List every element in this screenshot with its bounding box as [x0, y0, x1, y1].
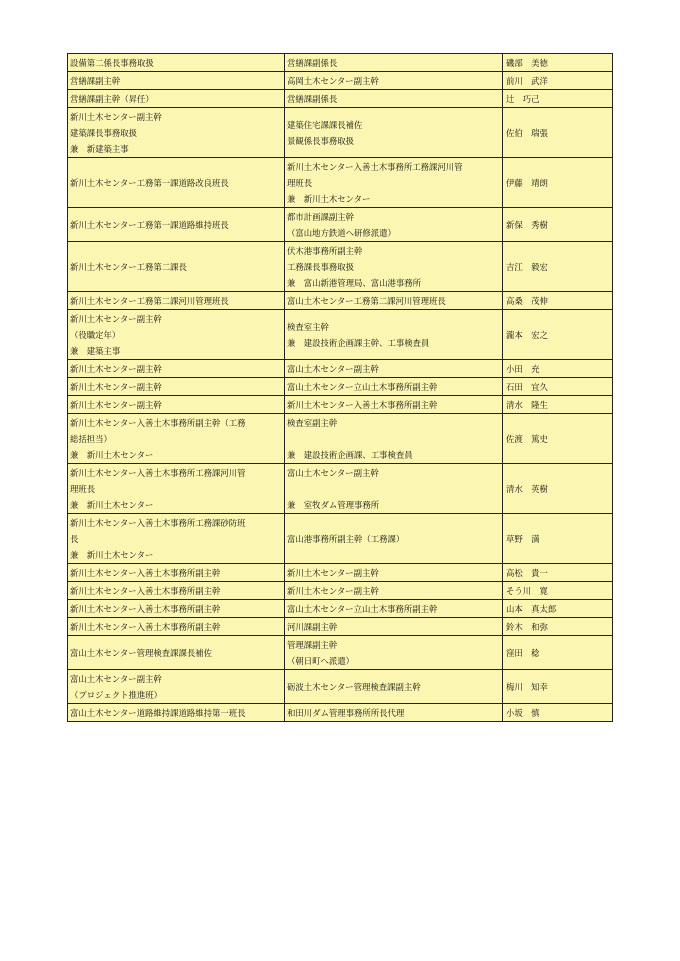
cell-line: 富山土木センター管理検査課課長補佐	[70, 648, 213, 658]
new-position-cell	[68, 72, 285, 90]
table-row	[68, 414, 613, 464]
name-cell: 辻 巧己	[503, 90, 613, 108]
cell-line: 兼 富山新港管理局、富山港事務所	[287, 278, 421, 288]
new-position-cell	[68, 90, 285, 108]
cell-line: 検査室副主幹	[287, 418, 338, 428]
cell-line: 建築住宅課課長補佐	[287, 120, 363, 130]
name-cell: 吉江 毅宏	[503, 242, 613, 292]
new-position-cell	[68, 378, 285, 396]
cell-line: 伏木港事務所副主幹	[287, 246, 363, 256]
new-position-cell	[68, 396, 285, 414]
table-row	[68, 514, 613, 564]
old-position-cell	[285, 670, 503, 704]
cell-line: 新川土木センター入善土木事務所工務課砂防班	[70, 518, 246, 528]
new-position-cell	[68, 564, 285, 582]
name-cell: 山本 真太郎	[503, 600, 613, 618]
old-position-cell	[285, 54, 503, 72]
cell-line: 長	[70, 534, 79, 544]
cell-line: 砺波土木センター管理検査課副主幹	[287, 682, 421, 692]
old-position-cell	[285, 242, 503, 292]
cell-line: 都市計画課副主幹	[287, 212, 354, 222]
cell-line: 富山土木センター立山土木事務所副主幹	[287, 604, 438, 614]
old-position-cell	[285, 582, 503, 600]
old-position-cell	[285, 208, 503, 242]
cell-line: 景観係長事務取扱	[287, 136, 354, 146]
table-row	[68, 310, 613, 360]
name-cell: そう川 寛	[503, 582, 613, 600]
new-position-cell	[68, 636, 285, 670]
cell-line: 富山土木センター道路維持課道路維持第一班長	[70, 708, 246, 718]
cell-line: 兼 建築主事	[70, 346, 121, 356]
cell-line: 新川土木センター入善土木事務所副主幹	[70, 586, 221, 596]
cell-line: 設備第二係長事務取扱	[70, 58, 154, 68]
cell-line: 兼 新建築主事	[70, 144, 129, 154]
table-row	[68, 378, 613, 396]
old-position-cell	[285, 108, 503, 158]
old-position-cell	[285, 396, 503, 414]
table-row	[68, 582, 613, 600]
cell-line: 建築課長事務取扱	[70, 128, 137, 138]
table-row	[68, 72, 613, 90]
cell-line: 河川課副主幹	[287, 622, 338, 632]
cell-line: 和田川ダム管理事務所所長代理	[287, 708, 405, 718]
cell-line	[287, 431, 500, 447]
cell-line: （朝日町へ派遣）	[287, 656, 354, 666]
old-position-cell	[285, 514, 503, 564]
name-cell: 瀧本 宏之	[503, 310, 613, 360]
cell-line: （役職定年）	[70, 330, 121, 340]
table-row	[68, 396, 613, 414]
table-row	[68, 208, 613, 242]
name-cell: 草野 満	[503, 514, 613, 564]
cell-line: 新川土木センター入善土木事務所工務課河川管	[287, 162, 463, 172]
old-position-cell	[285, 414, 503, 464]
new-position-cell	[68, 208, 285, 242]
cell-line: 富山土木センター立山土木事務所副主幹	[287, 382, 438, 392]
old-position-cell	[285, 310, 503, 360]
name-cell: 小田 充	[503, 360, 613, 378]
cell-line: 兼 室牧ダム管理事務所	[287, 500, 380, 510]
name-cell: 磯部 美徳	[503, 54, 613, 72]
personnel-table-body	[68, 54, 613, 722]
name-cell: 石田 宜久	[503, 378, 613, 396]
old-position-cell	[285, 72, 503, 90]
cell-line: 新川土木センター副主幹	[70, 400, 162, 410]
old-position-cell	[285, 360, 503, 378]
name-cell: 高松 貴一	[503, 564, 613, 582]
old-position-cell	[285, 464, 503, 514]
table-row	[68, 90, 613, 108]
new-position-cell	[68, 310, 285, 360]
new-position-cell	[68, 600, 285, 618]
cell-line: 新川土木センター工務第一課道路維持班長	[70, 220, 229, 230]
personnel-table	[67, 53, 613, 722]
cell-line: 新川土木センター入善土木事務所工務課河川管	[70, 468, 246, 478]
table-row	[68, 54, 613, 72]
table-row	[68, 360, 613, 378]
new-position-cell	[68, 704, 285, 722]
cell-line: 富山土木センター副主幹	[287, 364, 379, 374]
cell-line: 新川土木センター入善土木事務所副主幹（工務	[70, 418, 246, 428]
new-position-cell	[68, 360, 285, 378]
table-row	[68, 464, 613, 514]
table-row	[68, 636, 613, 670]
cell-line: （プロジェクト推進班）	[70, 690, 162, 700]
cell-line: 新川土木センター入善土木事務所副主幹	[70, 622, 221, 632]
old-position-cell	[285, 564, 503, 582]
table-row	[68, 564, 613, 582]
cell-line: 管理課副主幹	[287, 640, 338, 650]
table-row	[68, 242, 613, 292]
cell-line: 新川土木センター副主幹	[70, 382, 162, 392]
new-position-cell	[68, 292, 285, 310]
cell-line: 新川土木センター工務第二課長	[70, 262, 187, 272]
table-row	[68, 292, 613, 310]
table-row	[68, 618, 613, 636]
new-position-cell	[68, 514, 285, 564]
cell-line: 総括担当）	[70, 434, 112, 444]
cell-line: 営繕課副主幹	[70, 76, 121, 86]
cell-line: 新川土木センター副主幹	[287, 568, 379, 578]
cell-line: 営繕課副係長	[287, 58, 338, 68]
table-row	[68, 600, 613, 618]
cell-line: 新川土木センター入善土木事務所副主幹	[70, 604, 221, 614]
new-position-cell	[68, 54, 285, 72]
new-position-cell	[68, 108, 285, 158]
cell-line: 理班長	[70, 484, 96, 494]
cell-line: 新川土木センター工務第二課河川管理班長	[70, 296, 229, 306]
name-cell: 鈴木 和弥	[503, 618, 613, 636]
name-cell: 清水 隆生	[503, 396, 613, 414]
old-position-cell	[285, 378, 503, 396]
name-cell: 梅川 知幸	[503, 670, 613, 704]
cell-line	[287, 481, 500, 497]
name-cell: 清水 英樹	[503, 464, 613, 514]
table-row	[68, 158, 613, 208]
cell-line: 理班長	[287, 178, 313, 188]
cell-line: 工務課長事務取扱	[287, 262, 354, 272]
cell-line: 新川土木センター副主幹	[287, 586, 379, 596]
old-position-cell	[285, 600, 503, 618]
name-cell: 小坂 慎	[503, 704, 613, 722]
cell-line: 新川土木センター副主幹	[70, 364, 162, 374]
table-row	[68, 670, 613, 704]
cell-line: 営繕課副主幹（昇任）	[70, 94, 154, 104]
cell-line: 兼 新川土木センター	[70, 450, 154, 460]
name-cell: 佐伯 瑞張	[503, 108, 613, 158]
cell-line: 新川土木センター副主幹	[70, 314, 162, 324]
old-position-cell	[285, 618, 503, 636]
name-cell: 前川 武洋	[503, 72, 613, 90]
cell-line: 富山土木センター副主幹	[287, 468, 379, 478]
cell-line: （富山地方鉄道へ研修派遣）	[287, 228, 396, 238]
cell-line: 高岡土木センター副主幹	[287, 76, 379, 86]
new-position-cell	[68, 670, 285, 704]
new-position-cell	[68, 618, 285, 636]
new-position-cell	[68, 158, 285, 208]
cell-line: 営繕課副係長	[287, 94, 338, 104]
name-cell: 新保 秀樹	[503, 208, 613, 242]
cell-line: 新川土木センター副主幹	[70, 112, 162, 122]
cell-line: 富山土木センター副主幹	[70, 674, 162, 684]
old-position-cell	[285, 704, 503, 722]
name-cell: 高桑 茂伸	[503, 292, 613, 310]
new-position-cell	[68, 242, 285, 292]
cell-line: 検査室主幹	[287, 322, 329, 332]
cell-line: 兼 建設技術企画課主幹、工事検査員	[287, 338, 430, 348]
old-position-cell	[285, 158, 503, 208]
new-position-cell	[68, 414, 285, 464]
cell-line: 富山土木センター工務第二課河川管理班長	[287, 296, 446, 306]
cell-line: 兼 新川土木センター	[70, 550, 154, 560]
new-position-cell	[68, 464, 285, 514]
cell-line: 兼 新川土木センター	[70, 500, 154, 510]
old-position-cell	[285, 90, 503, 108]
cell-line: 兼 建設技術企画課、工事検査員	[287, 450, 413, 460]
cell-line: 新川土木センター入善土木事務所副主幹	[70, 568, 221, 578]
new-position-cell	[68, 582, 285, 600]
table-row	[68, 108, 613, 158]
cell-line: 新川土木センター工務第一課道路改良班長	[70, 178, 229, 188]
table-row	[68, 704, 613, 722]
cell-line: 兼 新川土木センター	[287, 194, 371, 204]
name-cell: 伊藤 靖朗	[503, 158, 613, 208]
cell-line: 富山港事務所副主幹（工務課）	[287, 534, 405, 544]
cell-line: 新川土木センター入善土木事務所副主幹	[287, 400, 438, 410]
name-cell: 佐渡 篤史	[503, 414, 613, 464]
personnel-sheet	[67, 53, 612, 718]
name-cell: 窪田 稔	[503, 636, 613, 670]
old-position-cell	[285, 292, 503, 310]
old-position-cell	[285, 636, 503, 670]
